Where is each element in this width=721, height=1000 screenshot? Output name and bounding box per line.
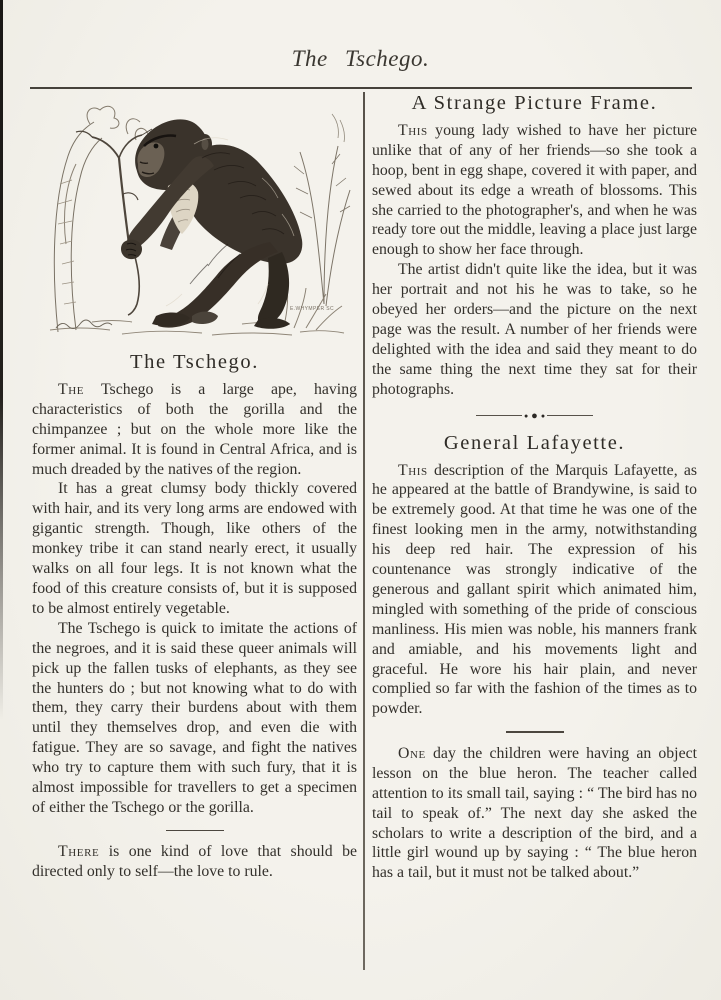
- engraver-signature: E.WHYMPER SC: [290, 306, 334, 312]
- ornament-line: [476, 415, 522, 416]
- paragraph-text: The artist didn't quite like the idea, but it was her portrait and not his he was to take, so he obeyed her orders—and the picture on the next page was the result. A number of her friends were delighted with the idea and said they meant to do the same thing the next time they sat for their photographs.: [372, 261, 697, 398]
- lead-word: This: [398, 461, 428, 479]
- tschego-paragraph-3: [32, 619, 357, 818]
- paragraph-text: day the children were having an object lesson on the blue heron. The teacher called attention to its small tail, saying : “ The bird has no tail to speak of.” The next day she asked the scholars to write a description of the bird, and a little girl wound up by saying : “ The blue heron has a tail, but it must not be talked about.”: [372, 744, 697, 882]
- ape-figure: [121, 119, 302, 328]
- artist-signature-scribble: [56, 320, 112, 329]
- frame-paragraph-1: [372, 121, 697, 260]
- running-head: The Tschego.: [291, 46, 430, 71]
- left-column: [32, 92, 357, 882]
- ape-engraving-image: [32, 94, 355, 342]
- scan-edge-shadow: [0, 0, 3, 720]
- article-title-tschego: The Tschego.: [130, 351, 259, 373]
- section-divider-rule: [506, 731, 564, 733]
- heron-filler-paragraph: [372, 744, 697, 883]
- paragraph-text: description of the Marquis Lafayette, as he appeared at the battle of Brandywine, is said to be extremely good. At that time he was one of the finest looking men in the army, notwithstanding his deep red hair. The expression of his countenance was strongly indicative of the generous and gallant spirit which animated him, mingled with something of the pride of conscious manliness. His mien was noble, his manners frank and amiable, and his movements light and graceful. He wore his hair plain, and never complied so far with the fashion of the times as to powder.: [372, 461, 697, 718]
- frame-paragraph-2: [372, 260, 697, 399]
- tschego-paragraph-1: [32, 380, 357, 480]
- lafayette-paragraph-1: [372, 461, 697, 720]
- lead-word: This: [398, 121, 428, 139]
- section-ornament-dots: ● ● ●: [372, 409, 697, 423]
- lead-word: There: [58, 843, 100, 861]
- section-divider-rule: [166, 830, 224, 832]
- paragraph-text: is one kind of love that should be directed only to self—the love to rule.: [32, 843, 357, 881]
- paragraph-text: Tschego is a large ape, having characteristics of both the gorilla and the chimpanzee ; but on the whole more like the former animal. It is found in Central Africa, and is much dreaded by the natives of the region.: [32, 380, 357, 478]
- header-rule: [30, 87, 692, 89]
- right-column: [372, 92, 697, 883]
- ornament-line: [547, 415, 593, 416]
- paragraph-text: The Tschego is quick to imitate the actions of the negroes, and it is said these queer animals will pick up the fallen tusks of elephants, as they see the hunters do ; but not knowing what to do with them, they carry their burdens about with them until they themselves drop, and even die with fatigue. They are so savage, and fight the natives who try to capture them with such fury, that it is almost impossible for travellers to get a specimen of either the Tschego or the gorilla.: [32, 619, 357, 816]
- tschego-illustration: [32, 94, 355, 342]
- article-title-picture-frame: A Strange Picture Frame.: [411, 92, 658, 114]
- love-filler-paragraph: [32, 842, 357, 882]
- lead-word: One: [398, 744, 426, 762]
- column-divider-rule: [363, 92, 365, 970]
- tschego-paragraph-2: [32, 479, 357, 618]
- article-title-lafayette: General Lafayette.: [443, 431, 626, 454]
- paragraph-text: young lady wished to have her picture unlike that of any of her friends—so she took a hoop, bent in egg shape, covered it with paper, and sewed about its edge a wreath of blossoms. This she carried to the photographer's, and when he was ready tore out the middle, leaving a place just large enough to show her face through.: [372, 121, 698, 259]
- paragraph-text: It has a great clumsy body thickly covered with hair, and its very long arms are endowed with gigantic strength. Though, like others of the monkey tribe it can stand nearly erect, it usually walks on all four legs. It is not known what the food of this creature consists of, but it is supposed to be almost entirely vegetable.: [32, 480, 357, 617]
- lead-word: The: [58, 380, 85, 398]
